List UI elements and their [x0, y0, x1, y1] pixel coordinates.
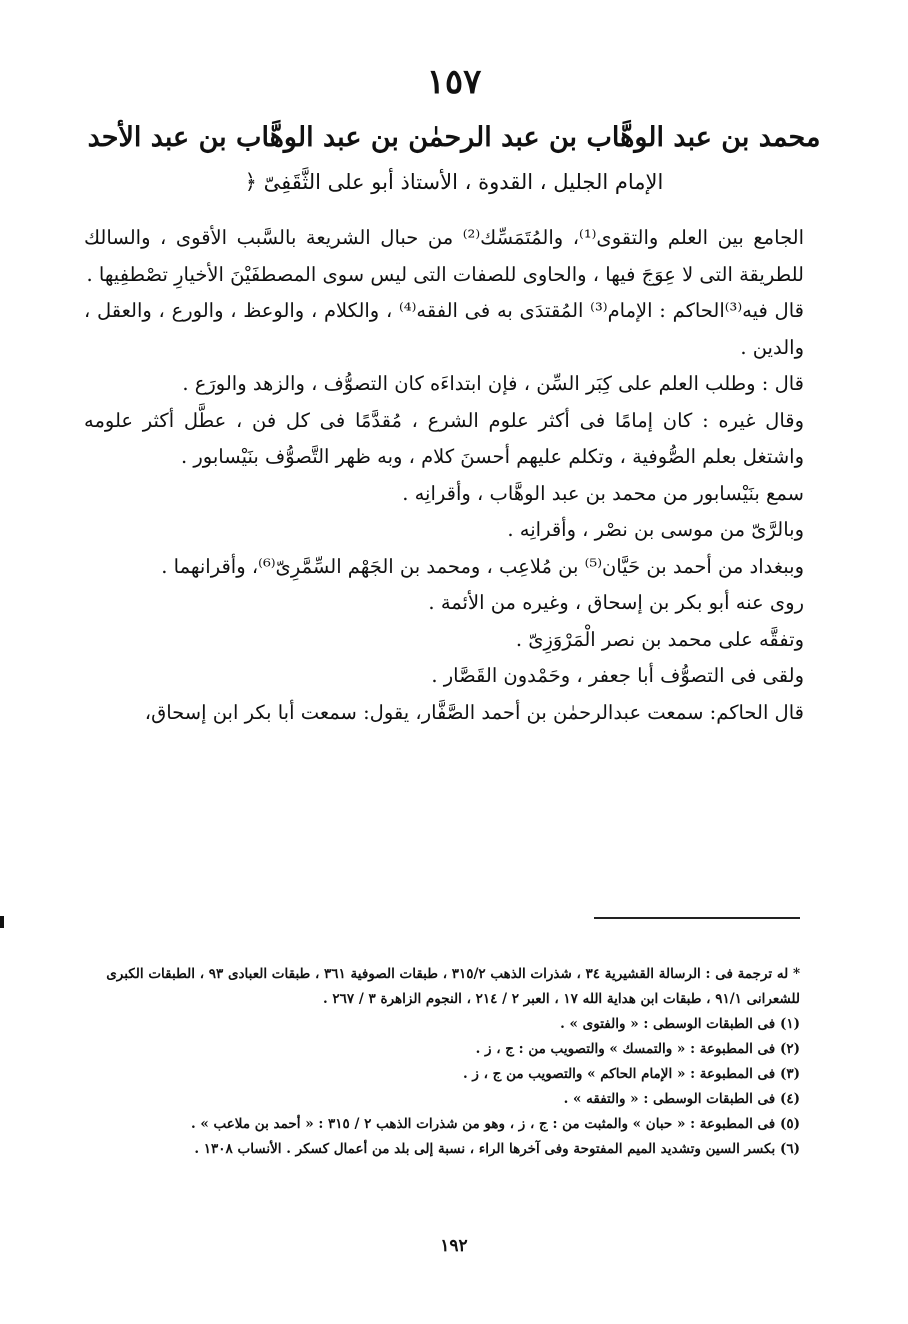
footnote: (٢) فى المطبوعة : « والتمسك » والتصويب من : ج ، ز .	[475, 1041, 800, 1057]
paragraph: الجامع بين العلم والتقوى⁽¹⁾، والمُتَمَسِّك⁽²⁾ من حبال الشريعة بالسَّبب الأقوى ، والسالك للطريقة التى لا عِوَجَ فيها ، والحاوى للصفات التى ليس سوى المصطفَيْنَ الأخيارِ تصْطفِيها .	[84, 226, 805, 286]
footnote: * له ترجمة فى : الرسالة القشيرية ٣٤ ، شذرات الذهب ٣١٥/٢ ، طبقات الصوفية ٣٦١ ، طبقات العبادى ٩٣ ، الطبقات الكبرى للشعرانى ٩١/١ ، طبقات ابن هداية الله ١٧ ، العبر ٢ / ٢١٤ ، النجوم الزاهرة ٣ / ٢٦٧ .	[106, 966, 800, 1007]
footnote: (١) فى الطبقات الوسطى : « والفتوى » .	[560, 1016, 800, 1032]
paragraph: وبالرَّىّ من موسى بن نصْر ، وأقرانِه .	[507, 518, 804, 541]
paragraph: وقال غيره : كان إمامًا فى أكثر علوم الشرع ، مُقدَّمًا فى كل فن ، عطَّل أكثر علومه واشتغل بعلم الصُّوفية ، وتكلم عليهم أحسنَ كلام ، وبه ظهر التَّصوُّف بنَيْسابور .	[84, 408, 804, 468]
paragraph: ولقى فى التصوُّف أبا جعفر ، وحَمْدون القَصَّار .	[431, 664, 804, 687]
paragraph: قال الحاكم: سمعت عبدالرحمٰن بن أحمد الصَّفَّار، يقول: سمعت أبا بكر ابن إسحاق،	[144, 700, 804, 724]
body-text	[84, 220, 804, 731]
paragraph: قال : وطلب العلم على كِبَر السِّن ، فإن ابتداءَه كان التصوُّف ، والزهد والورَع .	[182, 372, 804, 395]
footnote: (٥) فى المطبوعة : « حبان » والمثبت من : ج ، ز ، وهو من شذرات الذهب ٢ / ٣١٥ : « أحمد بن ملاعب » .	[190, 1116, 800, 1132]
footnote: (٦) بكسر السين وتشديد الميم المفتوحة وفى آخرها الراء ، نسبة إلى بلد من أعمال كسكر . الأنساب ١٣٠٨ .	[194, 1141, 800, 1157]
entry-subtitle: الإمام الجليل ، القدوة ، الأستاذ أبو على الثَّقَفِىّ ﴿	[244, 170, 664, 194]
paragraph: وتفقَّه على محمد بن نصر الْمَرْوَزِىّ .	[515, 627, 804, 651]
footnote-divider	[594, 917, 800, 919]
page-number: ١٩٢	[440, 1236, 468, 1256]
entry-number: ١٥٧	[426, 62, 482, 102]
entry-title: محمد بن عبد الوهَّاب بن عبد الرحمٰن بن عبد الوهَّاب بن عبد الأحد	[87, 122, 821, 153]
paragraph: وببغداد من أحمد بن حَيَّان⁽⁵⁾ بن مُلاعِب ، ومحمد بن الجَهْم السِّمَّرِىّ⁽⁶⁾، وأقرانهما .	[161, 554, 804, 578]
footnotes	[70, 962, 800, 1162]
paragraph: روى عنه أبو بكر بن إسحاق ، وغيره من الأئمة .	[428, 591, 804, 614]
footnote: (٣) فى المطبوعة : « الإمام الحاكم » والتصويب من ج ، ز .	[463, 1066, 800, 1082]
scan-edge-mark	[0, 916, 4, 928]
paragraph: سمع بنَيْسابور من محمد بن عبد الوهَّاب ، وأقرانِه .	[402, 481, 804, 505]
paragraph: قال فيه⁽³⁾الحاكم : الإمام⁽³⁾ المُقتدَى به فى الفقه⁽⁴⁾ ، والكلام ، والوعظ ، والورع ، والعقل ، والدين .	[84, 299, 804, 359]
footnote: (٤) فى الطبقات الوسطى : « والتفقه » .	[563, 1091, 800, 1107]
